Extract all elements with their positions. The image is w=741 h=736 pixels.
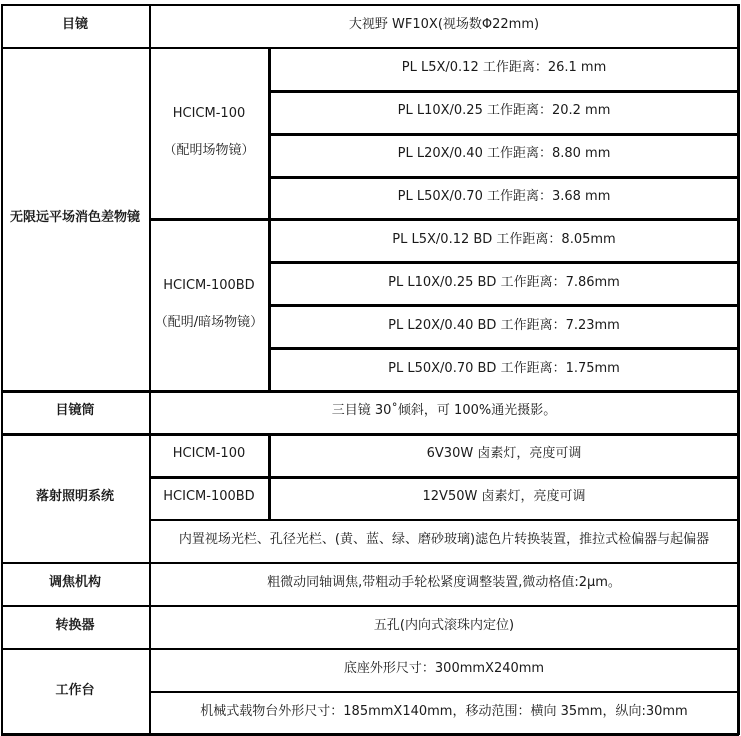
eyepiece-label: 目镜 — [61, 17, 88, 33]
objective-group-1 — [149, 47, 269, 219]
objective-group-2 — [149, 219, 269, 390]
objective-item: PL L10X/0.25 BD 工作距离：7.86mm — [388, 275, 620, 291]
objective-item: PL L5X/0.12 工作距离：26.1 mm — [401, 60, 607, 76]
objective-item: PL L50X/0.70 BD 工作距离：1.75mm — [388, 360, 620, 376]
illumination-lamp: 12V50W 卤素灯，亮度可调 — [422, 489, 586, 505]
divider — [269, 304, 739, 307]
divider — [1, 4, 739, 6]
focus-value: 粗微动同轴调焦,带粗动手轮松紧度调整装置,微动格值:2μm。 — [267, 575, 621, 591]
divider — [1, 390, 739, 393]
objective-group-2-model: HCICM-100BD — [163, 277, 255, 293]
divider — [269, 347, 739, 350]
objective-item: PL L10X/0.25 工作距离：20.2 mm — [397, 103, 611, 119]
objective-group-2-note: （配明/暗场物镜） — [154, 314, 264, 330]
divider — [269, 176, 739, 179]
divider — [1, 562, 739, 564]
divider — [149, 519, 739, 521]
stage-mechanical: 机械式载物台外形尺寸：185mmX140mm，移动范围：横向 35mm，纵向:30mm — [200, 704, 688, 720]
divider — [149, 691, 739, 693]
stage-base-size: 底座外形尺寸：300mmX240mm — [343, 661, 545, 677]
divider — [1, 605, 739, 607]
divider — [1, 733, 739, 736]
objective-group-1-model: HCICM-100 — [172, 106, 246, 122]
divider — [1, 433, 739, 436]
divider — [1, 47, 739, 49]
objectives-label: 无限远平场消色差物镜 — [9, 210, 140, 226]
eyepiece-value: 大视野 WF10X(视场数Φ22mm) — [348, 17, 540, 33]
focus-label: 调焦机构 — [48, 575, 101, 591]
divider — [149, 476, 739, 479]
illumination-model: HCICM-100BD — [163, 489, 255, 505]
objective-item: PL L20X/0.40 工作距离：8.80 mm — [397, 146, 611, 162]
objective-group-1-note: （配明场物镜） — [163, 143, 255, 158]
objective-item: PL L5X/0.12 BD 工作距离：8.05mm — [392, 232, 616, 248]
divider — [149, 4, 151, 735]
nosepiece-label: 转换器 — [55, 618, 95, 634]
nosepiece-value: 五孔(内向式滚珠内定位) — [373, 618, 515, 634]
divider — [149, 218, 739, 221]
divider — [737, 4, 740, 735]
tube-value: 三目镜 30˚倾斜，可 100%通光摄影。 — [331, 403, 557, 419]
spec-table — [1, 4, 739, 734]
stage-label: 工作台 — [55, 682, 95, 698]
objective-item: PL L50X/0.70 工作距离：3.68 mm — [397, 189, 611, 205]
divider — [268, 433, 271, 519]
objective-item: PL L20X/0.40 BD 工作距离：7.23mm — [388, 318, 620, 334]
divider — [269, 261, 739, 264]
illumination-lamp: 6V30W 卤素灯，亮度可调 — [426, 446, 582, 462]
illumination-label: 落射照明系统 — [35, 489, 114, 505]
illumination-note: 内置视场光栏、孔径光栏、(黄、蓝、绿、磨砂玻璃)滤色片转换装置，推拉式检偏器与起偏器 — [178, 532, 710, 548]
divider — [269, 90, 739, 93]
illumination-model: HCICM-100 — [172, 446, 246, 462]
divider — [269, 133, 739, 136]
divider — [268, 47, 271, 390]
divider — [1, 4, 3, 735]
divider — [1, 648, 739, 650]
tube-label: 目镜筒 — [55, 403, 95, 419]
